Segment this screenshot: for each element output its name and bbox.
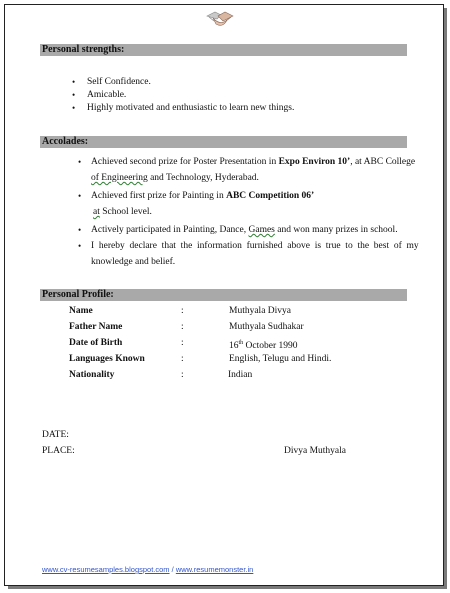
accolade-item-4-line-1: I hereby declare that the information furnished above is true to the best of my <box>91 241 419 251</box>
footer-separator: / <box>169 565 176 574</box>
profile-value-name: Muthyala Divya <box>229 306 292 316</box>
page-shadow-bottom <box>8 586 447 589</box>
profile-value-father-name: Muthyala Sudhakar <box>229 322 304 332</box>
profile-colon: : <box>181 338 184 348</box>
strength-item: Highly motivated and enthusiastic to learn new things. <box>87 103 295 113</box>
profile-label-father-name: Father Name <box>69 322 123 332</box>
date-label: DATE: <box>42 430 69 440</box>
profile-label-date-of-birth: Date of Birth <box>69 338 123 348</box>
bullet-icon: • <box>78 191 82 201</box>
profile-value-nationality: Indian <box>228 370 253 380</box>
profile-label-nationality: Nationality <box>69 370 115 380</box>
accolade-item-2-line-2: at School level. <box>93 207 152 217</box>
footer-link-cv-resumesamples[interactable]: www.cv-resumesamples.blogspot.com <box>42 565 170 574</box>
signature-name: Divya Muthyala <box>284 446 347 456</box>
strength-item: Amicable. <box>87 90 127 100</box>
profile-label-languages-known: Languages Known <box>69 354 145 364</box>
handshake-icon <box>205 8 235 30</box>
footer-links <box>42 565 253 575</box>
bullet-icon: • <box>72 103 76 113</box>
bullet-icon: • <box>78 157 82 167</box>
profile-colon: : <box>181 322 184 332</box>
bullet-icon: • <box>72 77 76 87</box>
accolade-item-1-line-2: of Engineering and Technology, Hyderabad. <box>91 173 259 183</box>
accolade-item-4-line-2: knowledge and belief. <box>91 257 176 267</box>
page-shadow-right <box>444 8 447 589</box>
profile-value-languages-known: English, Telugu and Hindi. <box>229 354 332 364</box>
accolade-item-2-line-1: Achieved first prize for Painting in ABC Competition 06’ <box>91 191 315 201</box>
accolade-item-1-line-1: Achieved second prize for Poster Presentation in Expo Environ 10’, at ABC College <box>91 157 416 167</box>
profile-value-date-of-birth: 16th October 1990 <box>229 340 298 352</box>
bullet-icon: • <box>78 225 82 235</box>
profile-colon: : <box>181 370 184 380</box>
section-header-personal-strengths: Personal strengths: <box>40 44 407 56</box>
strength-item: Self Confidence. <box>87 77 151 87</box>
accolade-item-3: Actively participated in Painting, Dance, Games and won many prizes in school. <box>91 225 398 235</box>
profile-colon: : <box>181 306 184 316</box>
footer-link-resumemonster[interactable]: www.resumemonster.in <box>175 565 254 574</box>
profile-colon: : <box>181 354 184 364</box>
bullet-icon: • <box>78 241 82 251</box>
bullet-icon: • <box>72 90 76 100</box>
profile-label-name: Name <box>69 306 93 316</box>
section-header-personal-profile: Personal Profile: <box>40 289 407 301</box>
place-label: PLACE: <box>42 446 75 456</box>
section-header-accolades: Accolades: <box>40 136 407 148</box>
